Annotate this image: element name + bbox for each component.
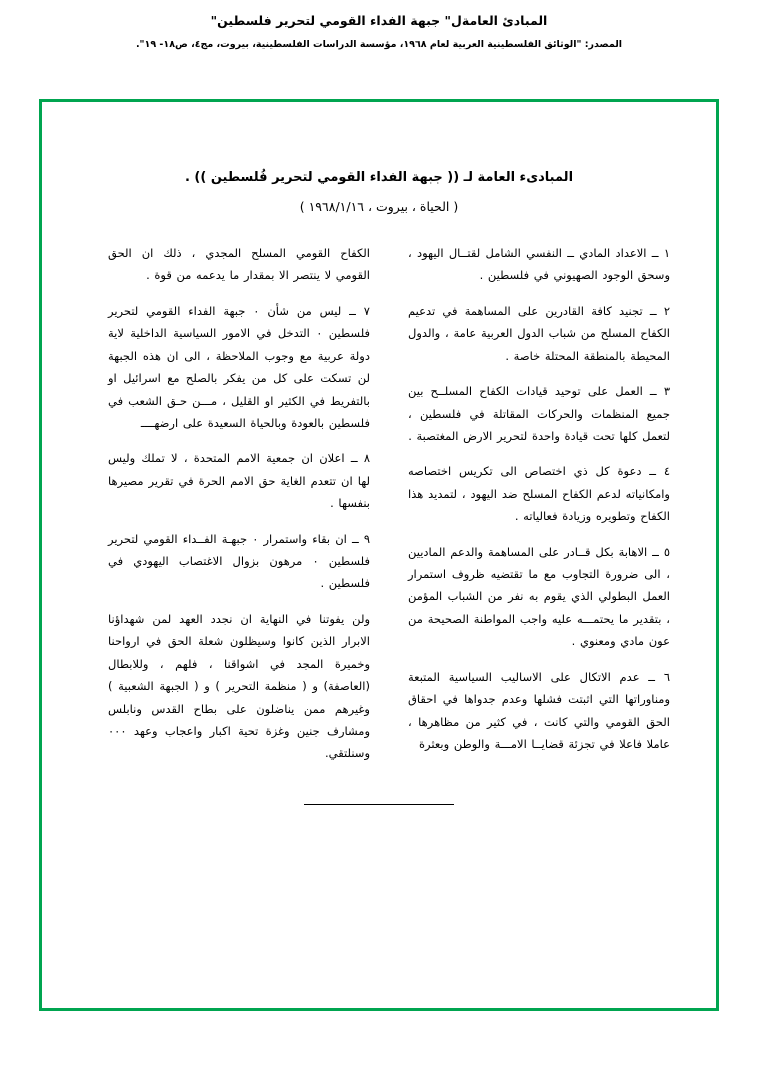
paragraph: ولن يفوتنا في النهاية ان نجدد العهد لمن شهداؤنا الابرار الذين كانوا وسيظلون شعلة الحق في ارواحنا وخميرة المجد في اشواقنا ، فلهم ، وللابطال (العاصفة) و ( منظمة التحرير ) و ( الجبهة الشعبية ) وغيرهم ممن يناضلون على بطاح القدس ونابلس ومشارف جنين وغزة تحية اكبار واعجاب وعهد ٠٠٠ وسنلتقي. [108, 611, 370, 761]
page-header [0, 0, 758, 51]
column-right [408, 242, 670, 778]
header-title: المبادئ العامةل" جبهة الفداء القومي لتحرير فلسطين" [210, 13, 548, 28]
paragraph: ٢ ــ تجنيد كافة القادرين على المساهمة في تدعيم الكفاح المسلح من شباب الدول العربية عامة ، والدول المحيطة بالمنطقة المحتلة خاصة . [408, 303, 670, 363]
horizontal-rule [304, 804, 454, 806]
column-left [108, 242, 370, 778]
document-title: المبادىء العامة لـ (( جبهة الفداء القومي لتحرير فُلسطين )) . [184, 170, 574, 185]
header-source: المصدر: "الوثائق الفلسطينية العربية لعام ١٩٦٨، مؤسسة الدراسات الفلسطينية، بيروت، مج٤، ص١٨- ١٩". [135, 38, 623, 50]
paragraph: ٥ ــ الاهابة بكل قــادر على المساهمة والدعم الماديين ، الى ضرورة التجاوب مع ما تقتضيه ظروف استمرار العمل البطولي الذي يقوم به نفر من الشباب المؤمن ، بتقدير ما يحتمـــه عليه واجب المواطنة الصحيحة من عون مادي ومعنوي . [408, 544, 670, 649]
paragraph: ٤ ــ دعوة كل ذي اختصاص الى تكريس اختصاصه وامكانياته لدعم الكفاح المسلح ضد اليهود ، لتمديد هذا الكفاح وتطويره وزيادة فعالياته . [408, 464, 670, 524]
document-frame [39, 99, 719, 1011]
paragraph: ٨ ــ اعلان ان جمعية الامم المتحدة ، لا تملك وليس لها ان تتعدم الغاية حق الامم الحرة في تقرير مصيرها بنفسها . [108, 451, 370, 511]
paragraph: ٦ ــ عدم الاتكال على الاساليب السياسية المتبعة ومناوراتها التي اثبتت فشلها وعدم جدواها في احقاق الحق القومي والتي كانت ، في كثير من مظاهرها ، عاملا فاعلا في تجزئة قضايــا الامـــة والوطن وبعثرة [408, 669, 670, 752]
paragraph: الكفاح القومي المسلح المجدي ، ذلك ان الحق القومي لا ينتصر الا بمقدار ما يدعمه من قوة . [108, 246, 370, 283]
paragraph: ١ ــ الاعداد المادي ــ النفسي الشامل لقتــال اليهود ، وسحق الوجود الصهيوني في فلسطين . [408, 246, 670, 283]
two-column-layout [88, 242, 670, 778]
document-body [42, 102, 716, 805]
paragraph: ٣ ــ العمل على توحيد قيادات الكفاح المسلــح بين جميع المنظمات والحركات المقاتلة في فلسطين ، لتعمل كلها تحت قيادة واحدة لتحرير الارض المغتصبة . [408, 384, 670, 443]
paragraph: ٧ ــ ليس من شأن ٠ جبهة الفداء القومي لتحرير فلسطين ٠ التدخل في الامور السياسية الداخلية لاية دولة عربية مع وجوب الملاحظة ، الى ان هذه الجبهة لن تسكت على كل من يفكر بالصلح مع اسرائيل او بالتفريط في الكثير او القليل ، مـــن حـق الشعب في فلسطين بالعودة وبالحياة السعيدة على ارضهــــ [108, 303, 370, 430]
document-subtitle: ( الحياة ، بيروت ، ١٩٦٨/١/١٦ ) [299, 199, 459, 214]
paragraph: ٩ ــ ان بقاء واستمرار ٠ جبهـة الفــداء القومي لتحرير فلسطين ٠ مرهون بزوال الاغتصاب اليهودي في فلسطين . [108, 531, 371, 591]
